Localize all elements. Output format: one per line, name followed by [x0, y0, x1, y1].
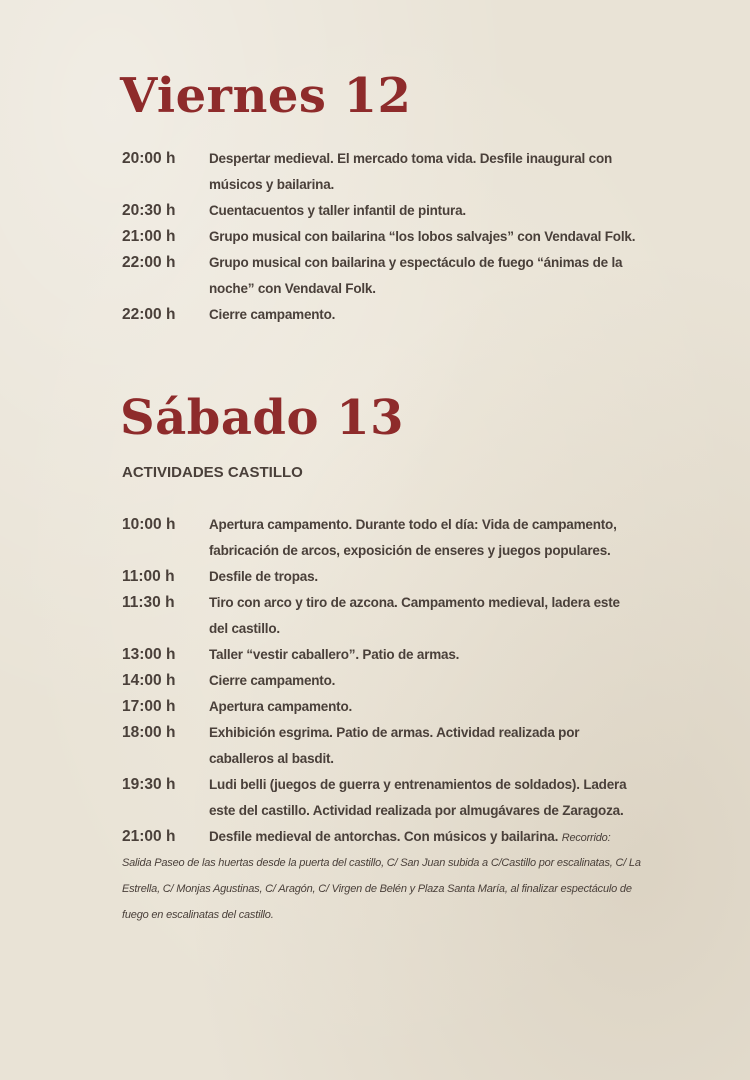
section-heading: ACTIVIDADES CASTILLO	[122, 464, 303, 481]
schedule-row	[122, 772, 642, 824]
schedule-row	[122, 824, 642, 851]
event-time: 11:30 h	[122, 594, 175, 611]
event-description: Desfile de tropas.	[209, 569, 318, 584]
event-description: Cierre campamento.	[209, 307, 336, 322]
event-description: Despertar medieval. El mercado toma vida. Desfile inaugural con músicos y bailarina.	[209, 151, 613, 192]
saturday-title: Sábado 13	[120, 390, 405, 446]
schedule-row	[122, 512, 642, 564]
event-time: 20:00 h	[122, 150, 176, 167]
event-description: Apertura campamento. Durante todo el día: Vida de campamento, fabricación de arcos, exposición de enseres y juegos populares.	[209, 517, 617, 558]
event-time: 20:30 h	[122, 202, 176, 219]
event-time: 18:00 h	[122, 724, 176, 741]
friday-schedule	[122, 146, 642, 328]
schedule-row	[122, 720, 642, 772]
saturday-schedule	[122, 512, 642, 928]
event-time: 13:00 h	[122, 646, 176, 663]
route-label: Recorrido:	[561, 832, 611, 844]
event-text: Desfile medieval de antorchas. Con músicos y bailarina.	[209, 829, 559, 844]
event-time: 22:00 h	[122, 306, 176, 323]
event-description: Apertura campamento.	[209, 699, 353, 714]
event-description: Cuentacuentos y taller infantil de pintura.	[209, 203, 466, 218]
route-description: Salida Paseo de las huertas desde la puerta del castillo, C/ San Juan subida a C/Castillo por escalinatas, C/ La Estrella, C/ Monjas Agustinas, C/ Aragón, C/ Virgen de Belén y Plaza Santa María, al finalizar espectáculo de fuego en escalinatas del castillo.	[122, 857, 641, 921]
event-time: 17:00 h	[122, 698, 176, 715]
event-time: 21:00 h	[122, 228, 176, 245]
event-time: 22:00 h	[122, 254, 176, 271]
event-description: Grupo musical con bailarina y espectáculo de fuego “ánimas de la noche” con Vendaval Folk.	[209, 255, 623, 296]
schedule-row	[122, 198, 642, 224]
schedule-row	[122, 224, 642, 250]
schedule-row	[122, 302, 642, 328]
event-description	[209, 824, 642, 851]
friday-title: Viernes 12	[120, 68, 412, 124]
event-description: Grupo musical con bailarina “los lobos salvajes” con Vendaval Folk.	[209, 229, 636, 244]
event-time: 19:30 h	[122, 776, 176, 793]
schedule-row	[122, 590, 642, 642]
schedule-row	[122, 146, 642, 198]
event-description: Exhibición esgrima. Patio de armas. Actividad realizada por caballeros al basdit.	[209, 725, 580, 766]
schedule-row	[122, 250, 642, 302]
schedule-row	[122, 668, 642, 694]
event-description: Cierre campamento.	[209, 673, 336, 688]
event-time: 11:00 h	[122, 568, 175, 585]
event-description: Ludi belli (juegos de guerra y entrenamientos de soldados). Ladera este del castillo. Actividad realizada por almugávares de Zaragoza.	[209, 777, 627, 818]
event-time: 14:00 h	[122, 672, 176, 689]
event-time: 21:00 h	[122, 828, 176, 845]
schedule-row	[122, 694, 642, 720]
event-time: 10:00 h	[122, 516, 176, 533]
event-description: Taller “vestir caballero”. Patio de armas.	[209, 647, 460, 662]
event-description: Tiro con arco y tiro de azcona. Campamento medieval, ladera este del castillo.	[209, 595, 620, 636]
schedule-row	[122, 564, 642, 590]
schedule-row	[122, 642, 642, 668]
